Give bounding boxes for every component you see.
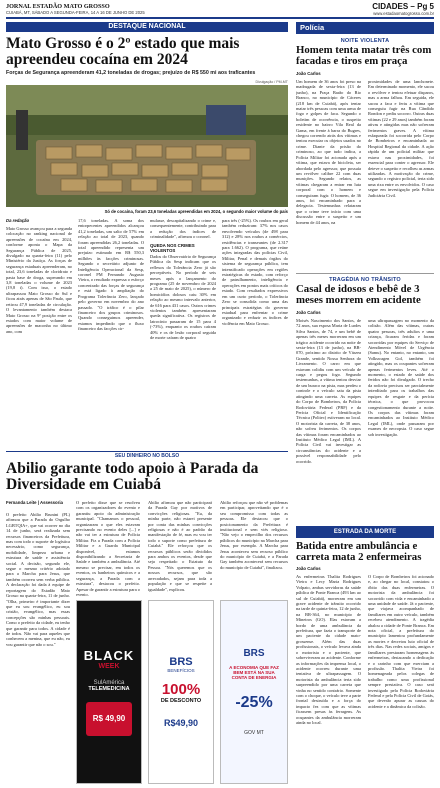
ad1-line: TELEMEDICINA [88,686,130,692]
national-body-col3 [150,218,216,448]
ad2-price: R$49,90 [163,718,199,728]
story2-kicker: TRAGÉDIA NO TRÂNSITO [329,277,401,283]
ad3-line: A ECONOMIA QUE FAZ BEM ESTÁ NA SUA CONTA DE ENERGIA [229,665,279,680]
story3-kicker: ESTRADA DA MORTE [333,529,397,535]
story3-headline: Batida entre ambulância e carreta mata 2 enfermeiras [296,540,422,564]
section-bar-national: DESTAQUE NACIONAL [6,22,288,32]
national-body-col3b: Dados do Observatório de Segurança Pública da Sesp indicam que os reflexos do Tolerância Zero já são perceptíveis. No período de seis meses após o lançamento do programa (25 de novembro de 2024 a 25 de maio de 2025), o número de homicídios dolosos caiu 30% em relação ao mesmo intervalo anterior, de 616 para 431 casos. Outros crimes violentos também apresentaram queda significativa. Os registros de latrocínio passaram de 15 para 4 (-73%), enquanto os roubos caíram 40% e os de lesão corporal seguida de morte caíram de quatro [150,254,216,341]
parada-body-col4: Abilio reforçou que não vê problemas em participar, aproveitando que é o seu compromisso com todas as pessoas. Ele destacou que o posicionamento da Prefeitura é institucional e sem viés religioso. "Não vejo o empecilho dos recursos públicos do município na Marcha para Jesus, por exemplo. A Marcha para Jesus aconteceu sem recurso público do município de Cuiabá, e a Parada Gay também acontecerá sem recursos do município de Cuiabá", finalizou. [220,500,288,570]
ad-brs-energia[interactable] [220,600,288,784]
story1-headline: Homem tenta matar três com facadas e tiros em praça [296,44,432,68]
national-body-col1: Mato Grosso avançou para a segunda colocação no ranking nacional de apreensões de cocaína em 2024, conforme aponta o Mapa da Segurança Pública de 2025, divulgado na quarta-feira (11) pelo Ministério da Justiça. As forças de segurança estaduais apreenderam, no total, 23,6 toneladas de cloridrato e pasta base de droga, superando em 3,8 toneladas o volume de 2023 (19,8 t). Com isso, o estado ultrapassou Mato Grosso do Sul e ficou atrás apenas de São Paulo, que retirou 47,9 toneladas de circulação. O levantamento também destaca Mato Grosso na 9ª posição entre os estados com maior volume de apreensões de maconha no último ano, com [6,226,72,334]
photo-credit: Divulgação / PM-MT [255,80,288,84]
national-subhead: Forças de Segurança apreenderam 41,2 toneladas de drogas; prejuízo de R$ 550 mi aos traficantes [6,70,256,76]
ad1-tag: SulAmérica [93,680,125,686]
parada-body-col2: O prefeito disse que se resolveu com os organizadores do evento e garantiu apoio da administração municipal. "Chamamos o pessoal, organizaram o que eles estavam precisando no evento deles [...] e não vai ter a estrutura de Polícia Militar. Fiz a Parada com a Polícia Militar e a Guarda Municipal disponível, estamos disponibilizando a Secretaria de Saúde e também a ambulância. Até mesmo se precisar, em todos os eventos, os banheiros químicos e a segurança, a Parada com a estrutura", destacou o prefeito. Apesar de garantir a estrutura para o evento, [76,500,140,596]
national-body-col3-text: mulasse, descapitalizando o crime e, consequentemente, contribuindo para a redução dos índices de criminalidade", afirmou o coronel. [150,218,216,240]
ad1-price: R$ 49,90 [86,702,132,736]
section-page: CIDADES – Pg 5 [372,2,434,11]
story1-kicker: NOITE VIOLENTA [340,38,390,44]
ad1-brand: BLACK [83,648,135,663]
national-body-col2: 17,6 toneladas. A soma dos entorpecentes apreendidos alcançou 41,2 toneladas, um salto de 57% em relação ao total de 2023, quando foram apreendidas 26,2 toneladas. O total apreendido representa um prejuízo estimado em R$ 550,3 milhões às facções criminosas. Segundo o secretário adjunto de Inteligência Operacional da Sesp, coronel PM Fernando Augusto Vieira, o resultado expressa o esforço concentrado das forças de segurança e está ligado à ampliação do Programa Tolerância Zero, lançado pelo governo em novembro do ano passado. "O tráfico é o pilar financeiro dos grupos criminosos. Quando conseguimos apreender, estamos impedindo que o fluxo financeiro das facções cir- [78,218,144,332]
story1-byline: João Carlos [296,71,321,76]
story1-body-col1: Um homem de 36 anos foi preso na madrugada de sexta-feira (13 de junho), na Praça Barão do Rio Branco, no município de Cáceres (218 km de Cuiabá), após tentar matar três pessoas com uma arma de fogo e golpes de faca. Segundo o boletim de ocorrência, o suspeito residente no bairro Vila Real da Gama, em frente à barra do Bugres, chegou correndo atrás dos vítimas e tentou executar os objetos usados no crime. Diante da prisão do criminoso, ao que tudo indica, a Polícia Militar foi acionada após a vítima, que estava de bicicleta, ser abordada pelo agressor, que possuía um revólver calibre 22 com duas munições. Segundo relatos, as vítimas chegaram a entrar em luta corporal com o homem e conseguiram fugir. O homem, de 36 anos, foi encaminhado para a delegacia. Testemunhas relataram que o crime teve início com uma discussão entre o suspeito e um homem de 44 anos, na [296,79,361,225]
ad1-sub: WEEK [98,663,120,670]
national-byline: Da redação [6,218,30,223]
more-strip-label: SEU DINHEIRO NO BOLSO [114,453,180,459]
ad2-brand: BRS [169,656,193,668]
masthead-rule [6,17,434,19]
story1-body-col2: proximidades de uma lanchonete. Em determinado momento, ele sacou o revólver e tentou efetuar disparos, mas a arma falhou. Em seguida, ele sacou a faca e feriu a vítima que conseguiu fugir na Rua Cândido Rondon e pediu socorro. Outras duas vítimas (22 e 29 anos) também foram ativas e atingidas mas não sofreram ferimentos graves. A vítima esfaqueada foi socorrida pelo Corpo de Bombeiros e encaminhada ao Hospital Regional da cidade. A ação rápida de um policial militar que estava nas proximidades, foi essencial para conter o agressor. Ele deteve o suspeito e recolheu as armas utilizadas. A motivação do crime, segundo o registro policial, teria sido uma rixa entre os envolvidos. O caso segue em investigação pela Polícia Judiciária Civil. [368,79,434,198]
ad3-pct: -25% [235,694,273,711]
story3-byline: João Carlos [296,566,321,571]
dateline: CUIABÁ, MT, SÁBADO A SEGUNDA-FEIRA, 14 A 16 DE JUNHO DE 2025 [6,10,145,15]
more-strip [6,451,288,459]
divider-1 [296,273,434,274]
parada-headline: Abilio garante todo apoio à Parada da Diversidade em Cuiabá [6,460,259,494]
parada-byline: Fernanda Leite | Assessoria [6,500,63,505]
ad2-line: DE DESCONTO [160,698,202,704]
story3-kicker-bar [296,526,434,538]
ad3-tag: GOV MT [244,730,264,736]
seized-drugs-photo [6,85,288,207]
ad-brs-beneficios[interactable] [148,600,214,784]
parada-body-col3: Abilio afirmou que não participará da Parada Gay por motivos de convicções religiosas. "Eu, da minha parte, não estarei presente por conta das minhas convicções religiosas e não é ao padrão da manifestação de fé, mas eu vou ter todo o suporte como prefeitura de Cuiabá." Ele reforçou que os recursos públicos serão divididos para ambos os eventos, desde que seja respeitado o Estatuto da Pessoa. "Nós queremos que os nossos recursos, que são arrecadados, sejam para toda a população e que se respeite a igualdade", explicou. [148,500,212,592]
paper-name: JORNAL ESTADÃO MATO GROSSO [6,3,110,10]
story2-body-col1: Moisés Nascimento dos Santos, de 72 anos, sua esposa Maria de Lurdes Silva Santos, de 74, e um bebê de apenas três meses morreram em um trágico acidente ocorrido na noite de sexta-feira (13 de junho), na BR-070, próximo ao distrito de Várzea Grande, sentido Nossa Senhora do Livramento. O carro em que estavam colidiu com um veículo de carga e pegou fogo. Segundo testemunhas, a vítima tentou desviar de um buraco na pista, mas perdeu o controle e o veículo saiu da pista atingindo uma carreta. As equipes do Corpo de Bombeiros, da Polícia Rodoviária Federal (PRF) e da Perícia Oficial e Identificação Técnica (Politec) estiveram no local. O motorista da carreta, de 38 anos, não sofreu ferimentos. Os corpos das vítimas foram encaminhados ao Instituto Médico Legal (IML). A Polícia Civil vai investigar as circunstâncias do acidente e a possível responsabilidade pelo ocorrido. [296,318,361,464]
national-headline: Mato Grosso é o 2º estado que mais apreendeu cocaína em 2024 [6,35,240,69]
parada-body-col1: O prefeito Abilio Brunini (PL) afirmou que a Parada do Orgulho LGBTQIA+, que vai ocorrer no dia 14 de junho, será realizada sem recursos financeiros da Prefeitura, mas com todo o suporte de logística necessário, como segurança, mobilidade, limpeza urbana e estrutura de saúde e assistência social. A decisão, segundo ele, segue o mesmo critério adotado para a Marcha para Jesus, que também ocorreu sem verba pública. A declaração foi dada à equipe de reportagem do Estadão Mato Grosso na quarta-feira, 11 de junho. "Olha, primeiro é importante dizer que eu sou evangélico, eu sou cristão, evangélico, mas essas concepções são minhas pessoais. Como o prefeito da cidade, eu tenho que garantir para todos. A cidade é de todos. Não vai para aqueles que conhecem a menina, que eu não, eu vou garantir que não o sou." [6,512,70,647]
section-bar-policia: Polícia [296,22,434,34]
story2-byline: João Carlos [296,310,321,315]
ad2-sub: BENEFÍCIOS [167,668,195,673]
website: www.estadaomatogrosso.com.br [373,11,434,16]
story3-body-col1: As enfermeiras Thalita Rodrigues Vieira e Lecy Maria Rodrigues Volpato, ambas servidoras da saúde pública de Ponte Branca (493 km ao sul de Cuiabá), morreram em um grave acidente de trânsito ocorrido na tarde de quinta-feira, 12 de junho, na BR-364, no município de Mineiros (GO). Elas estavam a bordo de uma ambulância da prefeitura, que fazia o transporte de um paciente da cidade mato-grossense. Além das duas profissionais, o veículo levava ainda o motorista e o paciente, que sobreviveram ao acidente. Conforme as informações da imprensa local, o acidente ocorreu durante uma tentativa de ultrapassagem. O motorista da ambulância teria sido surpreendido por uma carreta que vinha no sentido contrário. Somente com o choque, o veículo teve a parte frontal destruída e a força do impacto fez com que as vítimas ficassem presas às ferragens. As ocupantes da ambulância morreram ainda no local. [296,574,361,725]
ad2-pct: 100% [161,681,201,698]
story2-headline: Casal de idosos e bebê de 3 meses morrem em acidente [296,283,421,307]
photo-caption: Só de cocaína, foram 23,6 toneladas apreendidas em 2024, o segundo maior volume do país [104,209,288,214]
story2-body-col2: uma ultrapassagem no momento da colisão. Além das vítimas, outras quatro pessoas, três adultos e uma criança, ficaram feridas e foram socorridas por equipes do Serviço de Atendimento Móvel de Urgência (Samu). No entanto, no entanto, um Volkswagen Gol, também foi atingido, mas os ocupantes sofreram apenas ferimentos leves. Até o momento, o estado de saúde dos feridos não foi divulgado. O trecho da rodovia precisou ser parcialmente interditado para os trabalhos das equipes de resgate e da perícia técnica, o que provocou congestionamento durante a noite. Os corpos das vítimas foram encaminhados ao Instituto Médico Legal (IML), onde passaram por exames de necropsia. O caso segue sob investigação. [368,318,434,437]
ad-black-week[interactable] [76,600,142,784]
ad3-brand: BRS [243,648,265,659]
story3-body-col2: O Corpo de Bombeiros foi acionado e, ao chegar no local, constatou o óbito das duas enfermeiras. O motorista da ambulância foi socorrido com vida e encaminhado a uma unidade de saúde. Já o paciente, que viajava acompanhado de familiares em outro veículo, também recebeu atendimento. A tragédia abalou a cidade de Ponte Branca. Em nota oficial, a prefeitura do município lamentou profundamente as mortes e decretou luto oficial de três dias. Nas redes sociais, amigos e familiares prestaram homenagens às enfermeiras, destacando a dedicação e o carinho com que exerciam a profissão. Thalita Vieira foi homenageada pelos colegas de trabalho como uma profissional sempre prestativa. O caso será investigado pela Polícia Rodoviária Federal e pela Polícia Civil de Goiás, que deverão apurar as causas do acidente e a dinâmica da colisão. [368,574,434,709]
national-subhead-violent: QUEDA NOS CRIMES VIOLENTOS [150,243,195,253]
national-body-col4: para três (-25%). Os roubos em geral também reduziram: 37% nos casos envolvendo veículos (de 498 para 312) e 28% nos roubos a comércios, residências e transeuntes (de 2.317 para 1.662). O programa, que reúne ações integradas das polícias Civil, Militar, Penal e demais órgãos do sistema de segurança pública, tem intensificado operações em regiões estratégicas do estado, com reforço de patrulhamento, inteligência e operações em pontos mais críticos do estado. Com resultados expressivos em um curto período, o Tolerância Zero se consolida como uma das principais estratégias do governo estadual para enfrentar o crime organizado e reduzir os índices de violência em Mato Grosso. [222,218,288,326]
